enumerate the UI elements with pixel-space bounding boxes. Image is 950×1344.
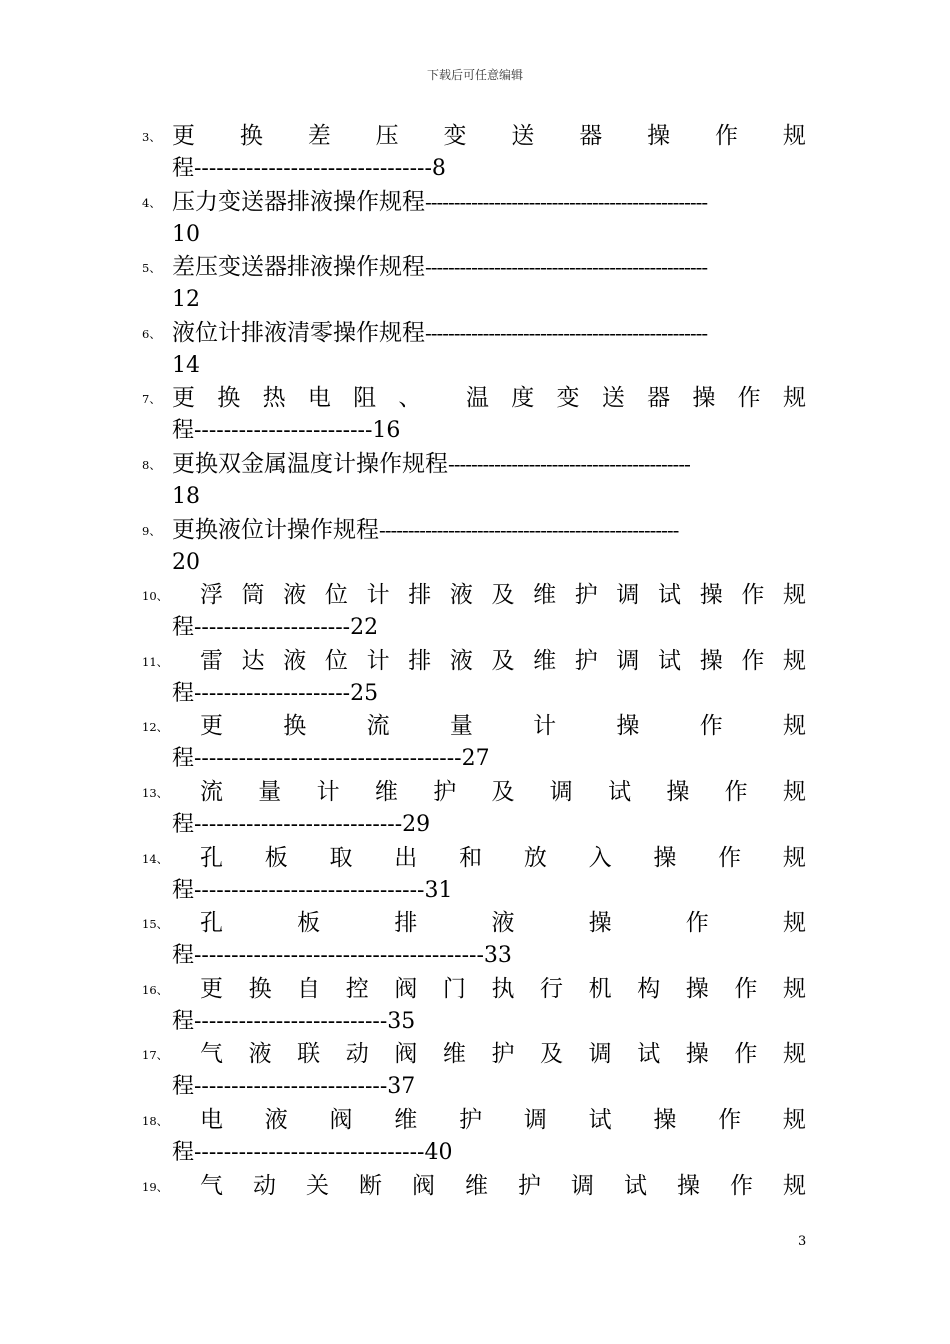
title-char: 规 [782, 385, 806, 412]
title-char: 规 [782, 123, 806, 149]
title-char: 浮 [200, 582, 223, 609]
toc-entry [142, 448, 806, 514]
title-char: 维 [533, 647, 557, 674]
toc-entry-continuation: 程--------------------------------8 [172, 156, 446, 181]
title-char: 及 [491, 778, 515, 805]
title-char: 规 [782, 647, 806, 674]
toc-entry [142, 645, 806, 711]
title-char: 试 [637, 1041, 661, 1068]
title-char: 规 [782, 713, 806, 740]
toc-entry-number: 13、 [142, 785, 169, 800]
toc-entry [142, 907, 806, 973]
title-char: 电 [307, 385, 331, 412]
title-char: 调 [571, 1172, 594, 1199]
toc-entry-number: 9、 [142, 523, 161, 538]
toc-entry-number: 18、 [142, 1113, 169, 1128]
title-char: 器 [647, 385, 671, 412]
title-char: 换 [239, 123, 263, 149]
toc-entry-title [172, 120, 806, 152]
title-char: 液 [491, 910, 515, 937]
title-char: 门 [442, 975, 466, 1002]
title-char: 执 [491, 975, 515, 1002]
toc-entry-continuation: 程---------------------------------------33 [172, 943, 512, 969]
toc-entry-title [200, 907, 806, 939]
dot-leader: ------------------------------------------------- [425, 189, 708, 214]
title-char: 规 [782, 910, 806, 937]
title-char: 试 [608, 778, 632, 805]
toc-entry [142, 776, 806, 842]
title-char: 规 [782, 975, 806, 1002]
title-char: 断 [359, 1172, 382, 1199]
dot-leader: ---------------------------------------------------- [379, 517, 679, 542]
title-char: 和 [459, 844, 483, 871]
title-char: 送 [601, 385, 625, 412]
title-char: 筒 [241, 582, 265, 609]
toc-entry-number: 14、 [142, 851, 169, 866]
title-char: 达 [241, 647, 265, 674]
title-char: 调 [588, 1041, 612, 1068]
title-char: 计 [533, 713, 557, 740]
toc-entry-heading: 压力变送器排液操作规程 [172, 188, 425, 215]
title-char: 排 [408, 582, 432, 609]
title-char: 操 [692, 385, 716, 412]
toc-entry [142, 1104, 806, 1170]
title-char: 热 [262, 385, 286, 412]
toc-entry [142, 120, 806, 186]
toc-entry [142, 579, 806, 645]
title-char: 机 [588, 975, 612, 1002]
title-char: 试 [624, 1172, 647, 1199]
title-char: 取 [329, 844, 353, 871]
title-char: 规 [782, 778, 806, 805]
page-number: 3 [798, 1234, 807, 1249]
title-char: 变 [556, 385, 580, 412]
title-char: 规 [782, 1041, 806, 1068]
title-char: 操 [653, 1106, 677, 1133]
title-char: 液 [248, 1041, 272, 1068]
toc-entry [142, 842, 806, 908]
title-char: 液 [449, 647, 473, 674]
title-char: 更 [172, 385, 195, 412]
title-char: 规 [783, 1172, 806, 1199]
title-char: 孔 [200, 844, 223, 871]
title-char: 液 [449, 582, 473, 609]
toc-entry-continuation: 程---------------------22 [172, 615, 379, 641]
title-char: 阀 [412, 1172, 435, 1199]
title-char: 操 [666, 778, 690, 805]
toc-entry-page: 20 [172, 549, 200, 575]
title-char: 位 [324, 647, 348, 674]
page-header: 下载后可任意编辑 [426, 68, 523, 82]
title-char: 护 [433, 778, 457, 805]
title-char: 护 [491, 1041, 515, 1068]
title-char: 作 [724, 778, 748, 805]
toc-entry-title [200, 645, 806, 677]
title-char: 作 [730, 1172, 753, 1199]
toc-entry-heading: 更换液位计操作规程 [172, 516, 379, 543]
toc-entry-page: 10 [172, 221, 200, 247]
title-char: 送 [511, 123, 535, 149]
title-char: 操 [699, 582, 723, 609]
title-char: 量 [449, 713, 473, 740]
toc-entry-title [172, 251, 806, 283]
toc-entry-number: 16、 [142, 982, 169, 997]
title-char: 规 [782, 844, 806, 871]
title-char: 动 [345, 1041, 369, 1068]
title-char: 规 [782, 582, 806, 609]
title-char: 液 [283, 582, 307, 609]
toc-entry-continuation: 程----------------------------29 [172, 811, 431, 837]
title-char: 操 [685, 975, 709, 1002]
toc-entry-heading: 差压变送器排液操作规程 [172, 254, 425, 281]
title-char: 控 [345, 975, 369, 1002]
title-char: 孔 [200, 910, 223, 937]
title-char: 温 [465, 385, 489, 412]
title-char: 排 [408, 647, 432, 674]
title-char: 阻 [353, 385, 377, 412]
title-char: 板 [297, 910, 321, 937]
toc-entry-title [200, 1038, 806, 1070]
toc-entry-page: 14 [172, 352, 200, 378]
title-char: 流 [200, 778, 223, 805]
title-char: 及 [540, 1041, 564, 1068]
title-char: 更 [200, 713, 223, 740]
dot-leader: ------------------------------------------ [448, 451, 690, 476]
toc-entry-title [200, 1104, 806, 1136]
toc-entry-continuation: 程-------------------------------40 [172, 1139, 453, 1165]
title-char: 换 [283, 713, 307, 740]
toc-entry-number: 8、 [142, 457, 161, 472]
toc-entry-number: 6、 [142, 326, 161, 341]
title-char: 联 [297, 1041, 321, 1068]
title-char: 阀 [329, 1106, 353, 1133]
title-char: 作 [734, 1041, 758, 1068]
title-char: 变 [443, 123, 467, 149]
toc-entry-continuation: 程------------------------------------27 [172, 746, 490, 772]
toc-entry-number: 11、 [142, 654, 169, 669]
toc-entry-heading: 更换双金属温度计操作规程 [172, 450, 448, 477]
title-char: 入 [588, 844, 612, 871]
title-char: 护 [518, 1172, 541, 1199]
toc-entry-title [172, 317, 806, 349]
title-char: 调 [549, 778, 573, 805]
title-char: 计 [316, 778, 340, 805]
title-char: 作 [741, 582, 765, 609]
toc-entry-continuation: 程--------------------------37 [172, 1074, 416, 1100]
title-char: 、 [398, 385, 422, 412]
toc-entry-page: 12 [172, 287, 200, 313]
title-char: 差 [307, 123, 331, 149]
toc-entry-title [172, 382, 806, 414]
title-char: 操 [685, 1041, 709, 1068]
title-char: 阀 [394, 1041, 418, 1068]
toc-entry-title [200, 1170, 806, 1202]
title-char: 作 [734, 975, 758, 1002]
dot-leader: ------------------------------------------------- [425, 320, 708, 345]
title-char: 液 [283, 647, 307, 674]
title-char: 流 [366, 713, 390, 740]
toc-entry-title [200, 579, 806, 611]
title-char: 位 [324, 582, 348, 609]
toc-entry-continuation: 程---------------------25 [172, 680, 379, 706]
title-char: 构 [637, 975, 661, 1002]
title-char: 雷 [200, 647, 223, 674]
title-char: 电 [200, 1106, 223, 1133]
toc-entry [142, 382, 806, 448]
title-char: 排 [394, 910, 418, 937]
title-char: 操 [699, 647, 723, 674]
toc-entry-number: 3、 [142, 130, 161, 144]
toc-entry-number: 19、 [142, 1179, 169, 1194]
title-char: 作 [718, 844, 742, 871]
title-char: 调 [523, 1106, 547, 1133]
title-char: 试 [658, 647, 682, 674]
title-char: 放 [523, 844, 547, 871]
toc-entry-number: 15、 [142, 917, 169, 932]
title-char: 阀 [394, 975, 418, 1002]
title-char: 调 [616, 647, 640, 674]
toc-entry-title [200, 842, 806, 874]
title-char: 器 [579, 123, 603, 149]
title-char: 关 [306, 1172, 329, 1199]
title-char: 计 [366, 647, 390, 674]
toc-entry [142, 710, 806, 776]
title-char: 行 [540, 975, 564, 1002]
title-char: 维 [394, 1106, 418, 1133]
title-char: 板 [264, 844, 288, 871]
toc-entry-number: 7、 [142, 392, 161, 407]
toc-entry-continuation: 程-------------------------------31 [172, 877, 453, 903]
dot-leader: ------------------------------------------------- [425, 255, 708, 280]
title-char: 度 [511, 385, 535, 412]
title-char: 气 [200, 1172, 223, 1199]
title-char: 操 [653, 844, 677, 871]
title-char: 作 [685, 910, 709, 937]
title-char: 操 [588, 910, 612, 937]
toc-entry-number: 12、 [142, 720, 169, 735]
title-char: 作 [737, 385, 761, 412]
toc-entry [142, 251, 806, 317]
title-char: 调 [616, 582, 640, 609]
toc-entry [142, 1038, 806, 1104]
title-char: 护 [574, 582, 598, 609]
title-char: 维 [533, 582, 557, 609]
title-char: 及 [491, 582, 515, 609]
title-char: 维 [465, 1172, 488, 1199]
title-char: 更 [200, 975, 223, 1002]
toc-entry-number: 4、 [142, 195, 161, 210]
toc-entry-title [172, 514, 806, 546]
toc-entry-number: 10、 [142, 589, 169, 604]
toc-entry-continuation: 程------------------------16 [172, 418, 401, 444]
title-char: 换 [217, 385, 241, 412]
toc-entry-title [200, 710, 806, 742]
table-of-contents [142, 120, 806, 1235]
toc-entry-title [172, 448, 806, 480]
title-char: 护 [459, 1106, 483, 1133]
title-char: 换 [248, 975, 272, 1002]
title-char: 维 [442, 1041, 466, 1068]
toc-entry [142, 317, 806, 383]
toc-entry-heading: 液位计排液清零操作规程 [172, 319, 425, 346]
toc-entry-page: 18 [172, 483, 200, 509]
toc-entry-title [172, 186, 806, 218]
title-char: 规 [782, 1106, 806, 1133]
toc-entry-number: 17、 [142, 1048, 169, 1063]
toc-entry [142, 186, 806, 252]
title-char: 作 [741, 647, 765, 674]
title-char: 压 [375, 123, 399, 149]
title-char: 作 [718, 1106, 742, 1133]
title-char: 及 [491, 647, 515, 674]
title-char: 气 [200, 1041, 223, 1068]
toc-entry-title [200, 776, 806, 808]
title-char: 维 [374, 778, 398, 805]
title-char: 操 [677, 1172, 700, 1199]
title-char: 动 [253, 1172, 276, 1199]
title-char: 出 [394, 844, 418, 871]
title-char: 量 [258, 778, 282, 805]
title-char: 更 [172, 123, 195, 149]
title-char: 试 [588, 1106, 612, 1133]
title-char: 试 [658, 582, 682, 609]
toc-entry-title [200, 973, 806, 1005]
toc-entry [142, 1170, 806, 1236]
toc-entry-number: 5、 [142, 261, 161, 276]
toc-entry-continuation: 程--------------------------35 [172, 1008, 416, 1034]
title-char: 护 [574, 647, 598, 674]
toc-entry [142, 973, 806, 1039]
title-char: 计 [366, 582, 390, 609]
title-char: 自 [297, 975, 321, 1002]
title-char: 作 [699, 713, 723, 740]
title-char: 液 [264, 1106, 288, 1133]
toc-entry [142, 514, 806, 580]
title-char: 作 [715, 123, 738, 149]
title-char: 操 [647, 123, 671, 149]
title-char: 操 [616, 713, 640, 740]
